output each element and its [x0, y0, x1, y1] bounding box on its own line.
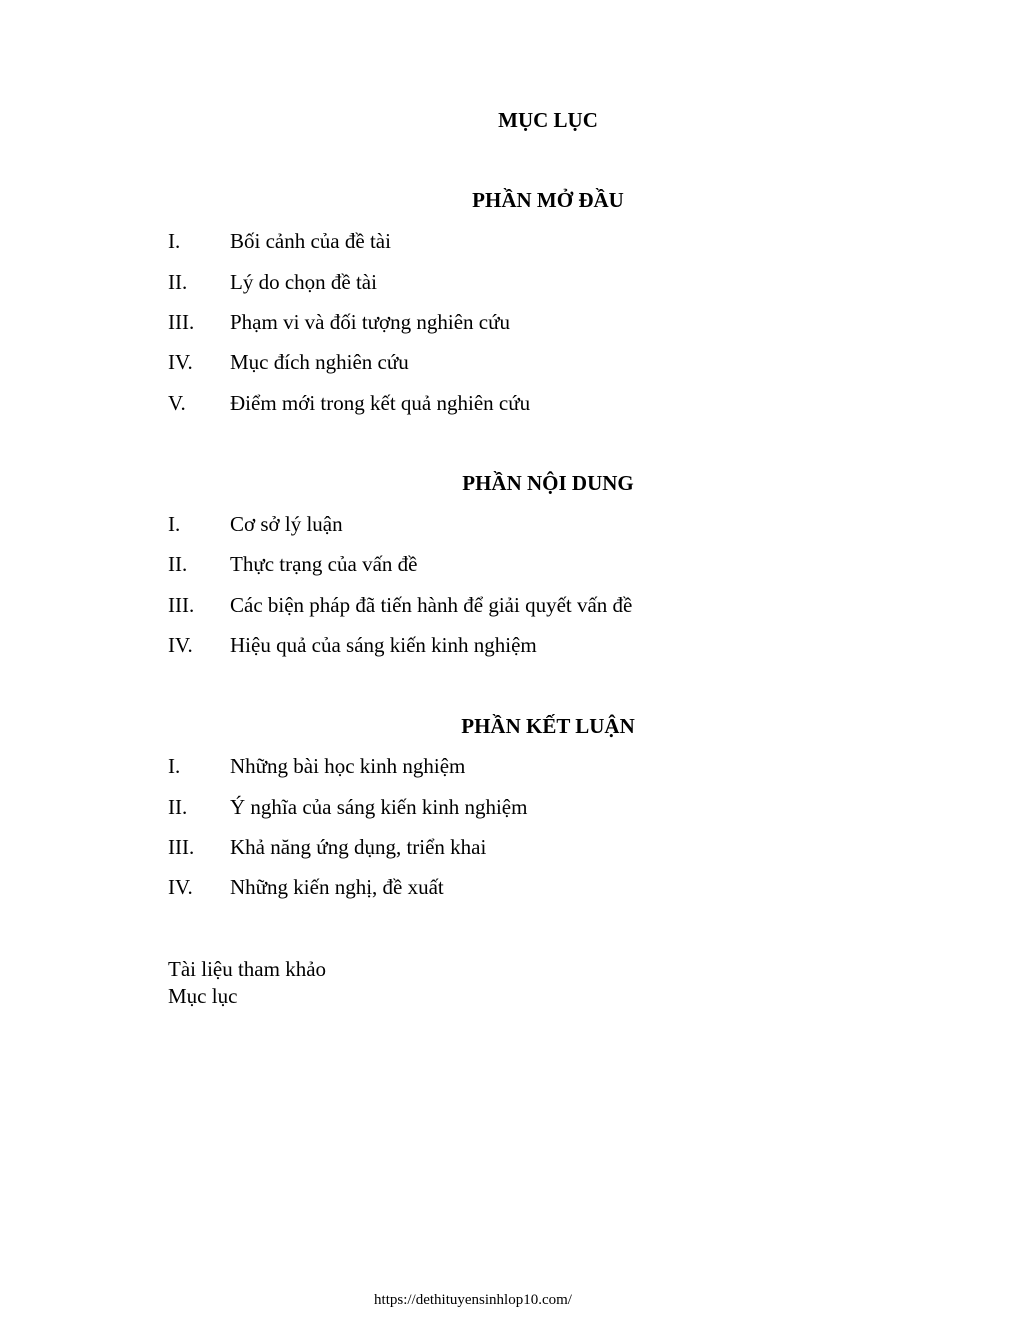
toc-item-text: Những kiến nghị, đề xuất [230, 875, 444, 899]
toc-item-number: II. [168, 552, 188, 576]
toc-item-number: I. [168, 754, 181, 778]
page-title: MỤC LỤC [498, 108, 598, 132]
toc-item-number: IV. [168, 633, 193, 657]
toc-item-text: Điểm mới trong kết quả nghiên cứu [230, 391, 531, 415]
toc-item-text: Các biện pháp đã tiến hành để giải quyết vấn đề [230, 593, 633, 617]
toc-item-number: IV. [168, 350, 193, 374]
toc-item-text: Cơ sở lý luận [230, 512, 343, 536]
toc-item-number: I. [168, 512, 181, 536]
toc-item-text: Ý nghĩa của sáng kiến kinh nghiệm [230, 795, 528, 819]
toc-item-text: Những bài học kinh nghiệm [230, 754, 466, 778]
section-heading-ket-luan: PHẦN KẾT LUẬN [461, 714, 635, 738]
section-heading-noi-dung: PHẦN NỘI DUNG [462, 471, 634, 495]
toc-item-text: Bối cảnh của đề tài [230, 229, 391, 253]
toc-item-number: I. [168, 229, 181, 253]
toc-item-text: Lý do chọn đề tài [230, 270, 377, 294]
toc-item-number: V. [168, 391, 186, 415]
toc-item-text: Thực trạng của vấn đề [230, 552, 418, 576]
toc-item-text: Phạm vi và đối tượng nghiên cứu [230, 310, 511, 334]
toc-item-text: Khả năng ứng dụng, triển khai [230, 835, 487, 859]
toc-item-number: II. [168, 795, 188, 819]
references-line: Tài liệu tham khảo [168, 957, 327, 981]
toc-item-text: Mục đích nghiên cứu [230, 350, 409, 374]
toc-item-number: II. [168, 270, 188, 294]
toc-item-text: Hiệu quả của sáng kiến kinh nghiệm [230, 633, 537, 657]
toc-line: Mục lục [168, 984, 238, 1008]
toc-item-number: IV. [168, 875, 193, 899]
toc-item-number: III. [168, 310, 195, 334]
section-heading-mo-dau: PHẦN MỞ ĐẦU [472, 188, 624, 212]
toc-item-number: III. [168, 593, 195, 617]
footer-url: https://dethituyensinhlop10.com/ [374, 1292, 572, 1308]
toc-item-number: III. [168, 835, 195, 859]
